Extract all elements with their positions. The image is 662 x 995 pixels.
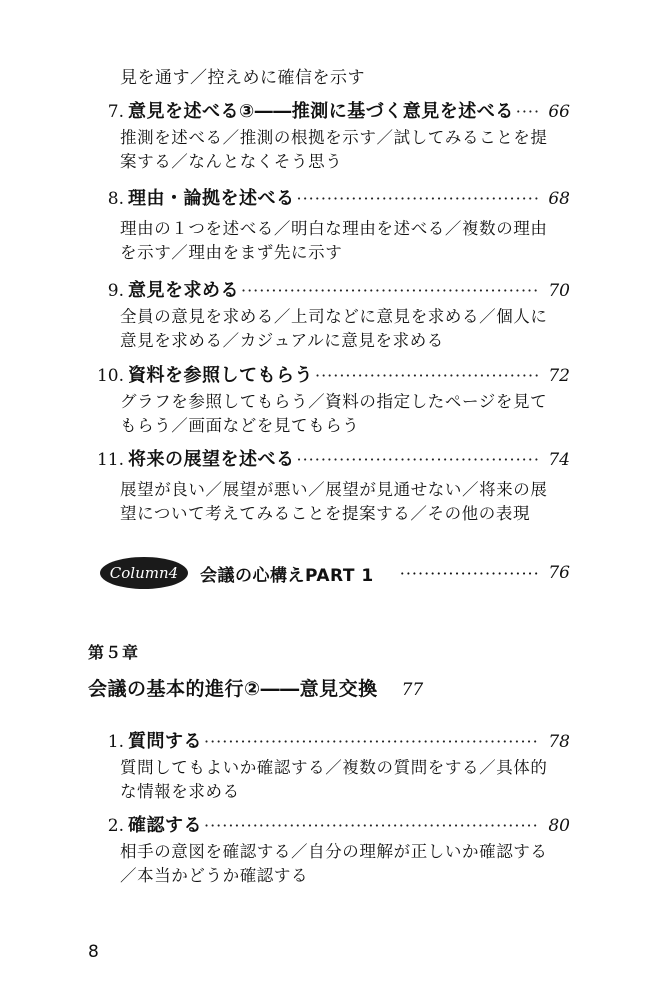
toc-entry-header [88,812,570,840]
entry-title: 確認する [128,815,202,836]
page-number: 8 [88,942,99,962]
chapter-label: 第５章 [88,643,140,662]
entry-description: 理由の１つを述べる／明白な理由を述べる／複数の理由を示す／理由をまず先に示す [120,219,548,262]
entry-title: 意見を述べる③――推測に基づく意見を述べる [128,101,514,122]
entry-title: 理由・論拠を述べる [128,188,295,209]
entry-description: グラフを参照してもらう／資料の指定したページを見てもらう／画面などを見てもらう [120,392,548,435]
entry-number: 10. [96,366,124,386]
entry-description: 展望が良い／展望が悪い／展望が見通せない／将来の展望について考えてみることを提案する／その他の表現 [120,480,548,523]
entry-title: 資料を参照してもらう [128,365,313,386]
chapter-page-number: 77 [401,680,424,700]
chapter-title: 会議の基本的進行②――意見交換 [88,678,378,700]
toc-entry[interactable] [88,185,570,265]
entry-number: 11. [96,450,124,470]
entry-description: 相手の意図を確認する／自分の理解が正しいか確認する／本当かどうか確認する [120,842,548,885]
toc-entry[interactable] [88,446,570,526]
leader-dots [297,446,541,474]
leader-dots [241,277,540,305]
toc-entry-header [88,362,570,390]
leader-dots [315,362,540,390]
toc-entry[interactable] [88,277,570,353]
toc-entry[interactable] [88,728,570,804]
column-title: 会議の心構えPART 1 [200,565,374,586]
leader-dots [204,728,540,756]
leader-dots [516,98,540,126]
entry-page-number: 80 [548,816,570,836]
entry-number: 9. [107,281,124,301]
entry-number: 8. [107,189,124,209]
toc-entry-header [88,728,570,756]
entry-page-number: 66 [548,102,570,122]
column-badge: Column4 [100,557,188,589]
entry-number: 7. [107,102,124,122]
continuation-text: 見を通す／控えめに確信を示す [120,68,365,88]
toc-entry-header [88,277,570,305]
toc-entry-header [88,446,570,474]
toc-entry[interactable] [88,812,570,888]
entry-page-number: 74 [548,450,570,470]
leader-dots [204,812,540,840]
leader-dots [297,185,541,213]
toc-entry-header [88,185,570,213]
entry-description: 全員の意見を求める／上司などに意見を求める／個人に意見を求める／カジュアルに意見を求める [120,307,548,350]
entry-title: 質問する [128,731,202,752]
chapter-heading[interactable] [88,674,423,701]
entry-title: 意見を求める [128,280,239,301]
entry-page-number: 72 [548,366,570,386]
entry-page-number: 78 [548,732,570,752]
column-page-number: 76 [548,563,570,583]
toc-entry[interactable] [88,362,570,438]
entry-description: 推測を述べる／推測の根拠を示す／試してみることを提案する／なんとなくそう思う [120,128,548,171]
column-entry[interactable] [100,556,570,590]
entry-page-number: 70 [548,281,570,301]
leader-dots [400,564,541,583]
entry-page-number: 68 [548,189,570,209]
toc-entry[interactable] [88,98,570,174]
toc-entry-header [88,98,570,126]
entry-description: 質問してもよいか確認する／複数の質問をする／具体的な情報を求める [120,758,548,801]
entry-number: 1. [107,732,124,752]
entry-number: 2. [107,816,124,836]
entry-title: 将来の展望を述べる [128,449,295,470]
